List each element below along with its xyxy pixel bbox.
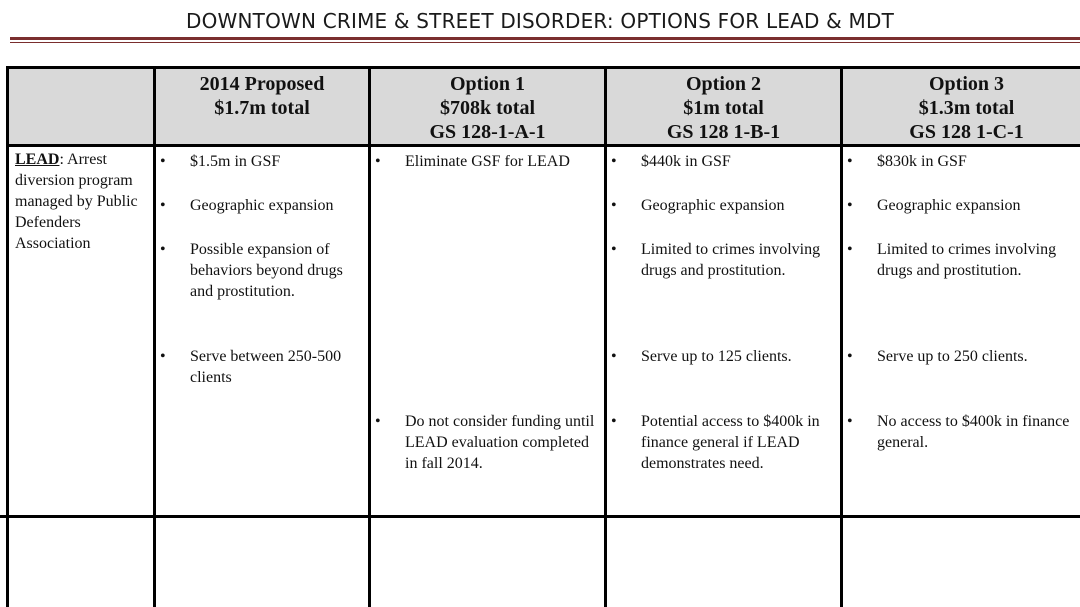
bullet-icon: •	[371, 411, 397, 474]
bullet-icon: •	[156, 151, 182, 172]
list-item	[607, 239, 836, 281]
header-option2-line2: $1m total	[607, 96, 840, 120]
bullet-icon: •	[843, 195, 869, 216]
list-item	[156, 151, 364, 172]
header-row	[8, 68, 1080, 146]
list-item	[843, 151, 1080, 172]
list-item-text: Limited to crimes involving drugs and prostitution.	[869, 239, 1080, 281]
bullet-icon: •	[607, 411, 633, 474]
header-option1-line1: Option 1	[371, 72, 604, 96]
list-item	[371, 411, 600, 474]
title-rule	[10, 37, 1080, 40]
bullet-icon: •	[843, 239, 869, 281]
lead-row	[8, 146, 1080, 607]
list-item-text: $440k in GSF	[633, 151, 836, 172]
bullet-icon: •	[607, 151, 633, 172]
header-option1	[370, 68, 606, 146]
list-item-text: $1.5m in GSF	[182, 151, 364, 172]
list-item-text: Serve between 250-500 clients	[182, 346, 364, 388]
list-item-text: Do not consider funding until LEAD evaluation completed in fall 2014.	[397, 411, 600, 474]
bullet-icon: •	[607, 195, 633, 216]
bullet-icon: •	[843, 151, 869, 172]
list-item	[843, 195, 1080, 216]
list-item-text: Limited to crimes involving drugs and prostitution.	[633, 239, 836, 281]
bottom-rule	[0, 515, 1080, 518]
list-item-text: Serve up to 250 clients.	[869, 346, 1080, 367]
list-item	[607, 151, 836, 172]
option3-cell	[842, 146, 1080, 607]
page-title: DOWNTOWN CRIME & STREET DISORDER: OPTIONS FOR LEAD & MDT	[0, 9, 1080, 33]
header-empty	[8, 68, 155, 146]
option1-cell	[370, 146, 606, 607]
list-item	[607, 195, 836, 216]
row-label-cell	[8, 146, 155, 607]
options-table	[6, 66, 1080, 607]
list-item-text: Geographic expansion	[869, 195, 1080, 216]
option2-cell	[606, 146, 842, 607]
header-option3	[842, 68, 1080, 146]
list-item	[156, 346, 364, 388]
bullet-icon: •	[607, 346, 633, 367]
bullet-icon: •	[843, 346, 869, 367]
list-item	[843, 411, 1080, 453]
bullet-icon: •	[156, 346, 182, 388]
bullet-icon: •	[607, 239, 633, 281]
bullet-icon: •	[156, 239, 182, 302]
header-option1-line2: $708k total	[371, 96, 604, 120]
header-option3-line3: GS 128 1-C-1	[843, 120, 1080, 144]
header-proposed-line1: 2014 Proposed	[156, 72, 368, 96]
header-option2-line3: GS 128 1-B-1	[607, 120, 840, 144]
list-item-text: Serve up to 125 clients.	[633, 346, 836, 367]
header-proposed	[155, 68, 370, 146]
row-label	[9, 147, 153, 256]
proposed-cell	[155, 146, 370, 607]
header-option1-line3: GS 128-1-A-1	[371, 120, 604, 144]
list-item	[607, 411, 836, 474]
bullet-icon: •	[156, 195, 182, 216]
list-item-text: Geographic expansion	[182, 195, 364, 216]
header-option2-line1: Option 2	[607, 72, 840, 96]
row-label-lead: LEAD	[15, 151, 59, 168]
list-item	[843, 346, 1080, 367]
title-rule-thin	[10, 42, 1080, 43]
list-item	[156, 239, 364, 302]
list-item-text: $830k in GSF	[869, 151, 1080, 172]
list-item-text: No access to $400k in finance general.	[869, 411, 1080, 453]
row-label-description: : Arrest diversion program managed by Public Defenders Association	[15, 151, 138, 252]
list-item-text: Geographic expansion	[633, 195, 836, 216]
header-proposed-line2: $1.7m total	[156, 96, 368, 120]
list-item	[156, 195, 364, 216]
bullet-icon: •	[843, 411, 869, 453]
header-option3-line1: Option 3	[843, 72, 1080, 96]
header-option2	[606, 68, 842, 146]
list-item-text: Eliminate GSF for LEAD	[397, 151, 600, 172]
header-option3-line2: $1.3m total	[843, 96, 1080, 120]
bullet-icon: •	[371, 151, 397, 172]
list-item-text: Potential access to $400k in finance general if LEAD demonstrates need.	[633, 411, 836, 474]
list-item	[843, 239, 1080, 281]
list-item-text: Possible expansion of behaviors beyond drugs and prostitution.	[182, 239, 364, 302]
list-item	[371, 151, 600, 172]
list-item	[607, 346, 836, 367]
